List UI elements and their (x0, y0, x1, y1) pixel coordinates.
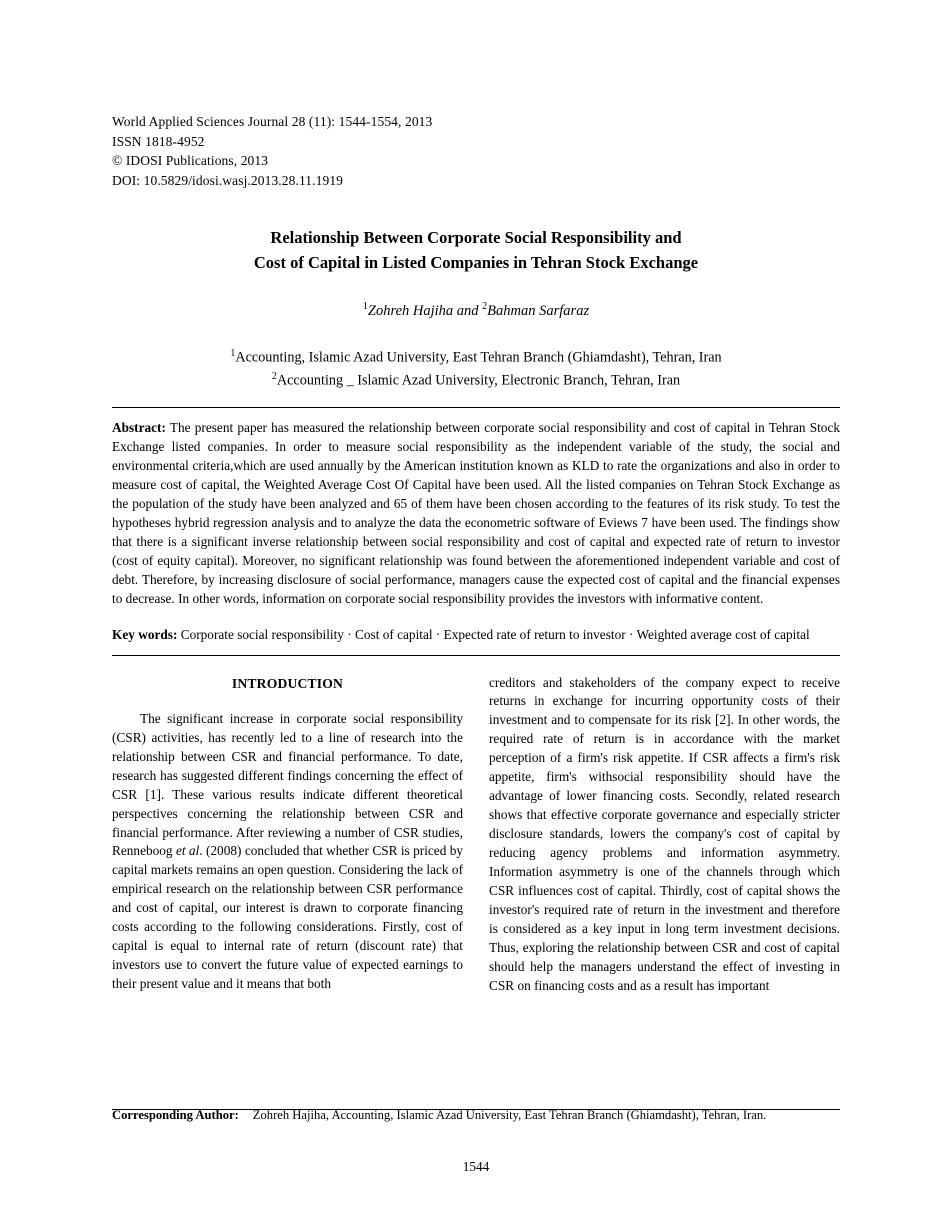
title-line-1: Relationship Between Corporate Social Responsibility and (270, 227, 682, 247)
affiliation-1 (112, 346, 840, 369)
affiliation-1-superscript: 1 (230, 347, 236, 359)
title-line-2: Cost of Capital in Listed Companies in Tehran Stock Exchange (253, 252, 699, 272)
abstract-text: The present paper has measured the relationship between corporate social responsibility and cost of capital in Tehran Stock Exchange listed companies. In order to measure social responsibility as the independent variable of the study, the social and environmental criteria,which are used annually by the American institution known as KLD to rate the organizations and also in order to measure cost of capital, the Weighted Average Cost Of Capital have been used. All the listed companies on Tehran Stock Exchange as the population of the study have been analyzed and 65 of them have been chosen according to the features of its risk study. To test the hypotheses hybrid regression analysis and to analyze the data the econometric software of Eviews 7 have been used. The findings show that there is a significant inverse relationship between social responsibility and cost of capital and expected rate of return to investor (cost of equity capital). Moreover, no significant relationship was found between the aforementioned independent variable and cost of debt. Therefore, by increasing disclosure of social performance, managers cause the expected cost of capital and the financial expenses to decrease. In other words, information on corporate social responsibility provides the investors with informative content. (112, 420, 840, 606)
paragraph-left-1-part1: The significant increase in corporate social responsibility (CSR) activities, has recently led to a line of research into the relationship between CSR and financial performance. To date, research has suggested different findings concerning the effect of CSR [1]. These various results indicate different theoretical perspectives concerning the relationship between CSR and financial performance. After reviewing a number of CSR studies, Renneboog (112, 710, 463, 859)
affiliation-2 (112, 369, 840, 392)
section-heading-introduction: INTRODUCTION (231, 675, 344, 691)
author-1-name: Zohreh Hajiha and (367, 302, 483, 319)
journal-doi-line: DOI: 10.5829/idosi.wasj.2013.28.11.1919 (112, 173, 344, 189)
affiliation-1-text: Accounting, Islamic Azad University, East Tehran Branch (Ghiamdasht), Tehran, Iran (235, 349, 722, 366)
affiliation-2-text: Accounting _ Islamic Azad University, Electronic Branch, Tehran, Iran (276, 372, 681, 389)
abstract-label: Abstract: (112, 420, 166, 436)
journal-header (112, 112, 840, 191)
page-number: 1544 (462, 1159, 490, 1174)
author-list (112, 301, 840, 320)
paragraph-left-1-italic: et al (175, 843, 200, 859)
paragraph-right-1: creditors and stakeholders of the company expect to receive returns in exchange for incurring opportunity costs of their investment and to compensate for its risk [2]. In other words, the required rate of return is in accordance with the market perception of a firm's risk appetite. If CSR affects a firm's risk appetite, firm's withsocial responsibility should have the advantage of lower financing costs. Secondly, related research shows that effective corporate governance and especially stricter disclosure standards, lowers the company's cost of capital by reducing agency problems and information asymmetry. Information asymmetry is one of the channels through which CSR influences cost of capital. Thirdly, cost of capital shows the investor's required rate of return in the investment and therefore is considered as a key input in long term investment decisions. Thus, exploring the relationship between CSR and cost of capital should help the managers understand the effect of investing in CSR on financing costs and as a result has important (489, 674, 840, 993)
affiliations (112, 346, 840, 391)
author-2-name: Bahman Sarfaraz (487, 302, 590, 319)
journal-citation-line: World Applied Sciences Journal 28 (11): 1544-1554, 2013 (112, 114, 433, 129)
page-title (112, 225, 840, 275)
corresponding-author-label: Corresponding Author: (112, 1108, 239, 1122)
column-right (489, 674, 840, 996)
abstract-section (112, 419, 840, 608)
body-columns (112, 674, 840, 996)
paragraph-left-1 (112, 710, 463, 994)
divider-above-abstract (112, 407, 840, 408)
corresponding-author-text: Zohreh Hajiha, Accounting, Islamic Azad University, East Tehran Branch (Ghiamdasht), Tehran, Iran. (252, 1108, 767, 1122)
author-1-superscript: 1 (362, 300, 368, 312)
keywords-text: Corporate social responsibility · Cost of capital · Expected rate of return to investor · Weighted average cost of capital (180, 626, 810, 642)
author-2-superscript: 2 (482, 300, 488, 312)
paragraph-left-1-part2: . (2008) concluded that whether CSR is priced by capital markets remains an open question. Considering the lack of empirical research on the relationship between CSR performance and cost of capital, our interest is drawn to corporate financing costs according to the following considerations. Firstly, cost of capital is equal to internal rate of return (discount rate) that investors use to convert the future value of expected earnings to their present value and it means that both (112, 843, 464, 991)
keywords-label: Key words: (112, 626, 178, 642)
corresponding-author (112, 1108, 852, 1123)
keywords-section (112, 626, 840, 645)
column-left (112, 674, 463, 996)
journal-issn-line: ISSN 1818-4952 (112, 133, 205, 149)
affiliation-2-superscript: 2 (271, 370, 277, 382)
divider-below-keywords (112, 655, 840, 656)
journal-publisher-line: © IDOSI Publications, 2013 (112, 153, 269, 169)
